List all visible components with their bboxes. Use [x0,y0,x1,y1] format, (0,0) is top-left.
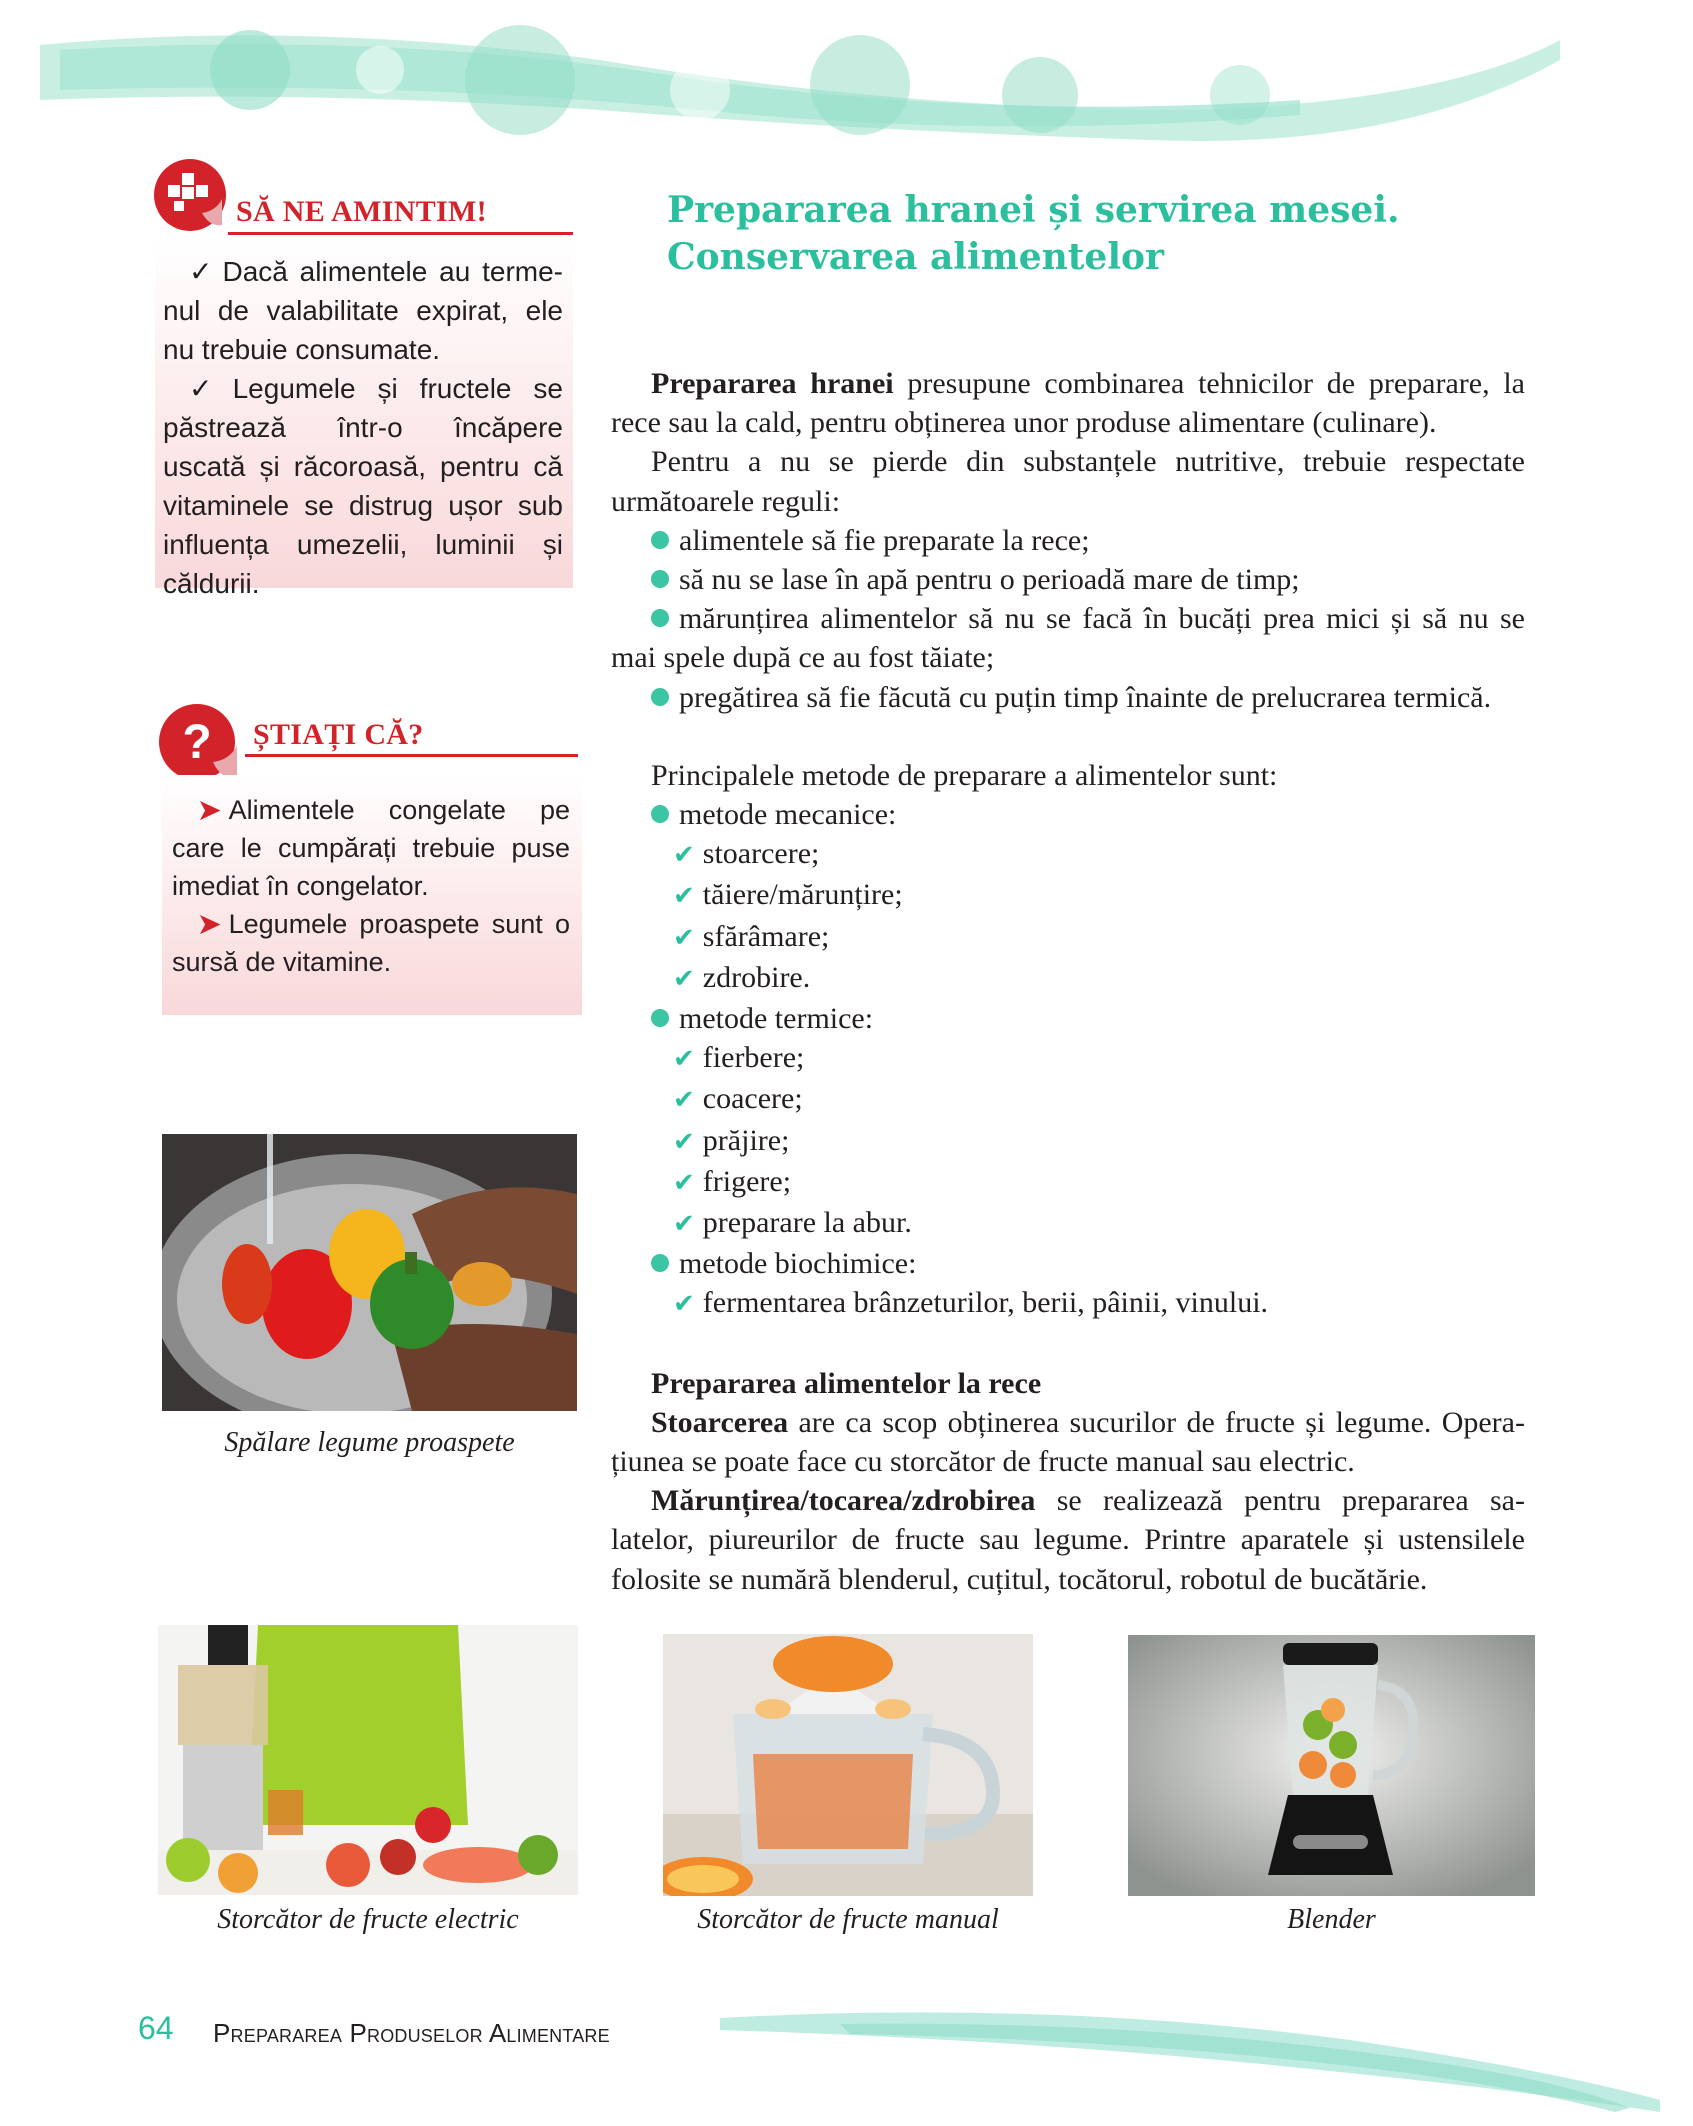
rules-intro: Pentru a nu se pierde din substanțele nutritive, trebuie respectate următoarele reguli: [611,445,1525,518]
footer-decoration [700,2000,1693,2126]
main-text [611,364,1525,1599]
know-box [162,775,582,1015]
page-title-line-2: Conservarea alimentelor [667,236,1164,278]
method-group: metode mecanice: [611,795,1525,834]
know-box-rule [245,754,578,757]
washing-vegetables-photo [162,1134,577,1411]
blender-photo [1128,1635,1535,1896]
remember-box-rule [228,232,573,235]
rule-item: pregătirea să fie făcută cu puțin timp înainte de prelucrarea termică. [611,678,1525,717]
page-title [667,187,1467,281]
method-item: ✔ fierbere; [673,1041,805,1075]
know-item-1: ➤ Alimentele congelate pe care le cumpărați trebuie puse imediat în congelator. [172,795,570,901]
running-title: Prepararea Produselor Alimentare [213,2018,610,2048]
remember-item-2: ✓ Legumele și fructele se păstrează într-o încăpere uscată și răcoroasă, pentru că vitaminele se distrug ușor sub influența umezelii, luminii și căldurii. [163,373,563,599]
method-item: ✔ frigere; [673,1164,792,1198]
page-title-line-1: Prepararea hranei și servirea mesei. [667,189,1400,231]
chop-paragraph: Mărunțirea/tocarea/zdrobirea se realizează pentru prepararea salatelor, piureurilor de fructe sau legume. Printre aparatele și ustensilele folosite se numără blenderul, cuțitul, tocătorul, robotul de bucătărie. [611,1484,1525,1596]
svg-text:?: ? [182,716,212,769]
header-decoration [0,0,1693,160]
cold-prep-heading: Prepararea alimentelor la rece [651,1366,1042,1400]
electric-juicer-caption: Storcător de fructe electric [217,1904,519,1935]
method-item: ✔ prăjire; [673,1123,790,1157]
methods-intro: Principalele metode de preparare a alimentelor sunt: [651,758,1278,792]
rule-item: alimentele să fie preparate la rece; [611,521,1525,560]
page-number: 64 [138,2010,174,2046]
method-item: ✔ sfărâmare; [673,919,830,953]
method-item: ✔ stoarcere; [673,837,820,871]
method-item: ✔ fermentarea brânzeturilor, berii, pâinii, vinului. [673,1286,1269,1320]
blender-caption: Blender [1287,1904,1376,1935]
manual-juicer-caption: Storcător de fructe manual [697,1904,999,1935]
rule-item: mărunțirea alimentelor să nu se facă în bucăți prea mici și să nu se mai spele după ce au fost tăiate; [611,602,1525,675]
remember-item-1: ✓ Dacă alimentele au termenul de valabilitate expirat, ele nu trebuie consumate. [163,256,563,365]
method-item: ✔ preparare la abur. [673,1206,912,1240]
know-box-title: ȘTIAȚI CĂ? [253,718,424,751]
intro-paragraph: Prepararea hranei presupune combinarea tehnicilor de preparare, la rece sau la cald, pentru obținerea unor produse alimentare (culinare). [611,367,1525,440]
method-item: ✔ tăiere/mărunțire; [673,878,903,912]
method-group: metode biochimice: [611,1244,1525,1283]
method-group: metode termice: [611,999,1525,1038]
squeeze-paragraph: Stoarcerea are ca scop obținerea sucurilor de fructe și legume. Operațiunea se poate face cu storcător de fructe manual sau electric. [611,1405,1525,1479]
know-item-2: ➤ Legumele proaspete sunt o sursă de vitamine. [172,909,570,977]
method-item: ✔ zdrobire. [673,960,811,994]
remember-box [155,238,573,599]
rule-item: să nu se lase în apă pentru o perioadă mare de timp; [611,560,1525,599]
method-item: ✔ coacere; [673,1082,803,1116]
remember-box-title: SĂ NE AMINTIM! [236,195,487,228]
washing-vegetables-caption: Spălare legume proaspete [224,1427,515,1458]
electric-juicer-photo [158,1625,578,1895]
manual-juicer-photo [663,1634,1033,1896]
remember-icon [150,155,230,235]
